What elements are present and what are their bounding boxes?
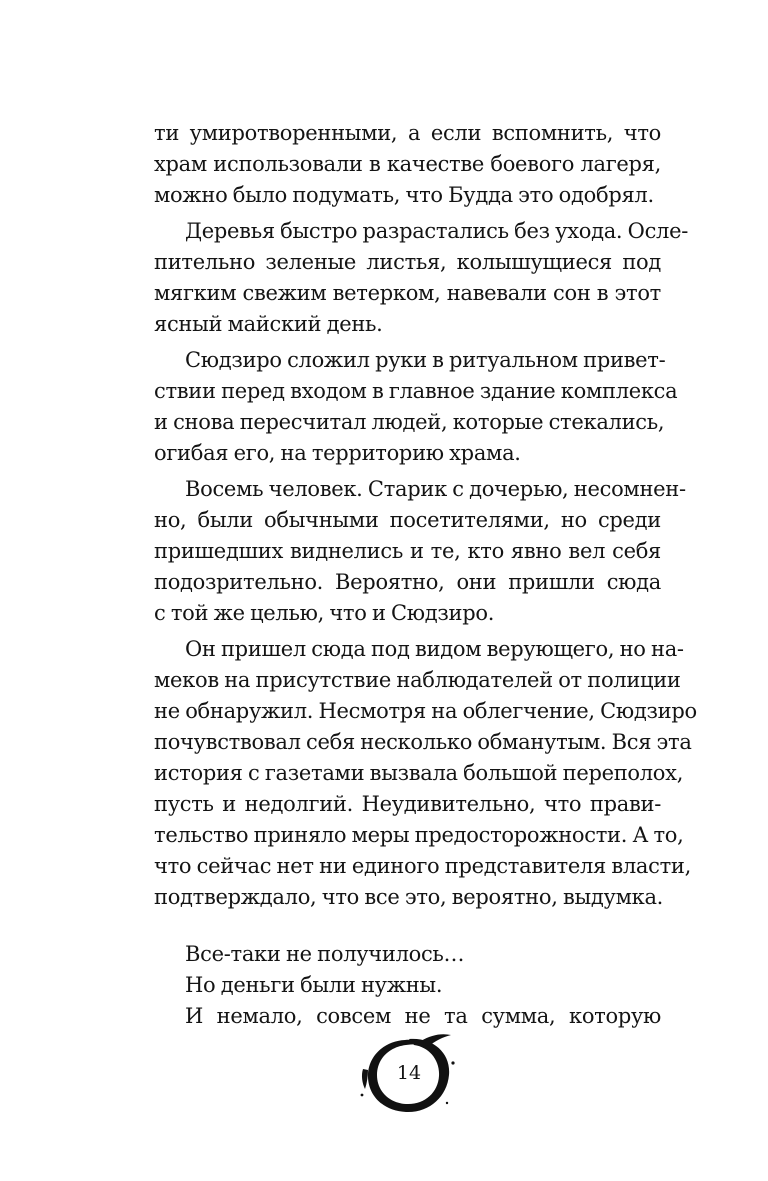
- text-line: но, были обычными посетителями, но среди: [154, 508, 661, 532]
- page-number-badge: [359, 1033, 449, 1119]
- text-line: подтверждало, что все это, вероятно, выдумка.: [154, 885, 664, 909]
- paragraph-4: [154, 474, 686, 629]
- text-line: Сюдзиро сложил руки в ритуальном привет-: [185, 348, 666, 372]
- text-line: ствии перед входом в главное здание комплекса: [154, 379, 678, 403]
- text-line: и снова пересчитал людей, которые стекались,: [154, 410, 665, 434]
- text-line: с той же целью, что и Сюдзиро.: [154, 601, 495, 625]
- text-line: мягким свежим ветерком, навевали сон в этот: [154, 281, 661, 305]
- text-line: пусть и недолгий. Неудивительно, что прави-: [154, 792, 661, 816]
- text-line: меков на присутствие наблюдателей от полиции: [154, 668, 681, 692]
- section-break: [154, 913, 661, 939]
- text-line: ясный майский день.: [154, 312, 383, 336]
- text-line: пительно зеленые листья, колышущиеся под: [154, 250, 661, 274]
- text-line: почувствовал себя несколько обманутым. Вся эта: [154, 730, 692, 754]
- paragraph-2: [154, 216, 689, 340]
- text-line: И немало, совсем не та сумма, которую: [185, 1004, 661, 1028]
- paragraph-3: [154, 345, 678, 469]
- text-line: ти умиротворенными, а если вспомнить, что: [154, 121, 661, 145]
- text-line: Восемь человек. Старик с дочерью, несомнен-: [185, 477, 686, 501]
- text-line: Все-таки не получилось…: [185, 942, 465, 966]
- text-line: история с газетами вызвала большой переполох,: [154, 761, 684, 785]
- text-line: подозрительно. Вероятно, они пришли сюда: [154, 570, 661, 594]
- page-text: [154, 118, 697, 1032]
- text-line: Он пришел сюда под видом верующего, но на-: [185, 637, 684, 661]
- text-line: храм использовали в качестве боевого лагеря,: [154, 152, 661, 176]
- text-line: пришедших виднелись и те, кто явно вел себя: [154, 539, 661, 563]
- text-line: огибая его, на территорию храма.: [154, 441, 521, 465]
- text-line: не обнаружил. Несмотря на облегчение, Сюдзиро: [154, 699, 697, 723]
- text-line: можно было подумать, что Будда это одобрял.: [154, 183, 654, 207]
- page-number: 14: [396, 1062, 422, 1084]
- paragraph-5: [154, 634, 697, 913]
- paragraph-1: [154, 118, 661, 211]
- text-line: что сейчас нет ни единого представителя власти,: [154, 854, 692, 878]
- paragraph-8: [154, 1001, 661, 1032]
- text-line: Но деньги были нужны.: [185, 973, 443, 997]
- text-line: тельство приняло меры предосторожности. А то,: [154, 823, 684, 847]
- text-line: Деревья быстро разрастались без ухода. Осле-: [185, 219, 689, 243]
- paragraph-6: [154, 939, 661, 970]
- paragraph-7: [154, 970, 661, 1001]
